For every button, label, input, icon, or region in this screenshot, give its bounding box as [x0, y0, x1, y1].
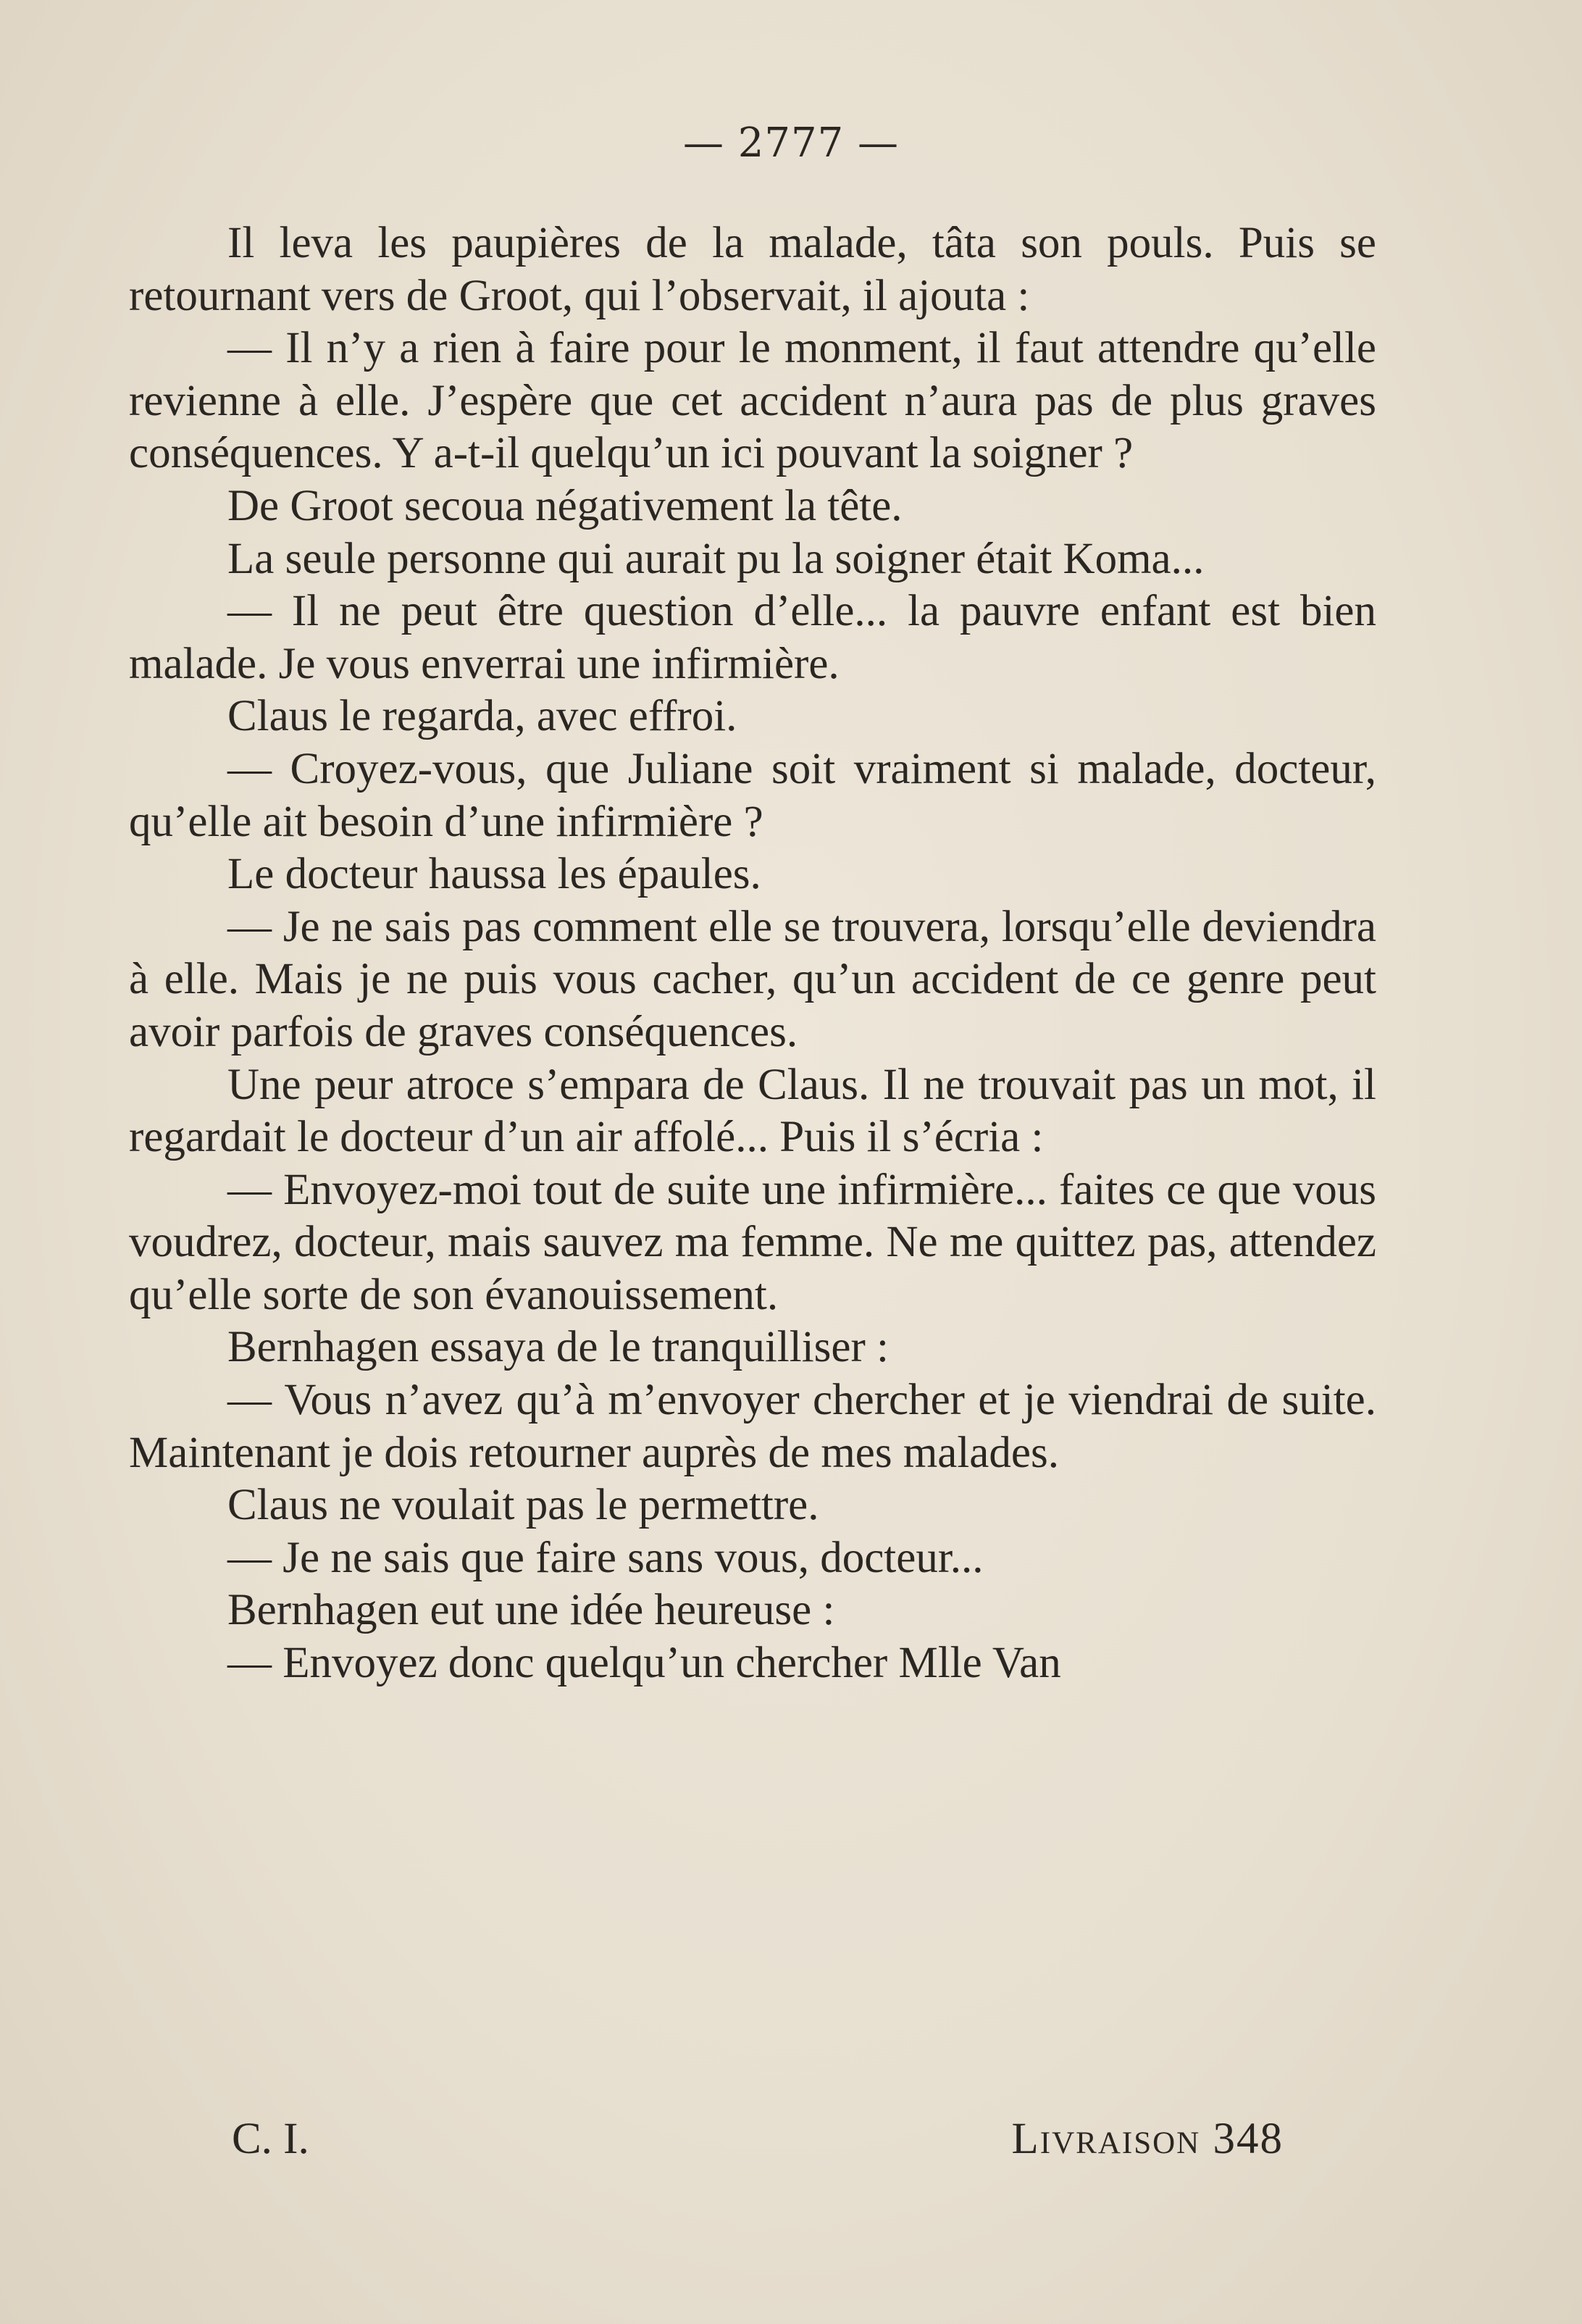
page-body	[129, 217, 1376, 1690]
paragraph: Bernhagen essaya de le tranquilliser :	[227, 1323, 889, 1372]
paragraph: Bernhagen eut une idée heureuse :	[227, 1586, 835, 1635]
paragraph: — Il ne peut être question d’elle... la pauvre enfant est bien malade. Je vous enverrai une infirmière.	[129, 587, 1376, 688]
footer-signature: C. I.	[232, 2115, 309, 2163]
paragraph: Il leva les paupières de la malade, tâta son pouls. Puis se retournant vers de Groot, qui l’observait, il ajouta :	[129, 219, 1376, 320]
page-number: — 2777 —	[682, 120, 900, 167]
paragraph: De Groot secoua négativement la tête.	[227, 481, 903, 530]
paragraph: — Je ne sais que faire sans vous, docteur...	[227, 1533, 984, 1582]
paragraph: — Envoyez-moi tout de suite une infirmière... faites ce que vous voudrez, docteur, mais sauvez ma femme. Ne me quittez pas, attendez qu’elle sorte de son évanouissement.	[129, 1165, 1376, 1319]
paragraph: La seule personne qui aurait pu la soigner était Koma...	[227, 534, 1205, 583]
paragraph: Claus le regarda, avec effroi.	[227, 692, 737, 741]
paragraph: — Croyez-vous, que Juliane soit vraiment si malade, docteur, qu’elle ait besoin d’une infirmière ?	[129, 744, 1376, 846]
page-footer	[232, 2114, 1284, 2165]
paragraph: Une peur atroce s’empara de Claus. Il ne trouvait pas un mot, il regardait le docteur d’un air affolé... Puis il s’écria :	[129, 1060, 1376, 1162]
paragraph: — Envoyez donc quelqu’un chercher Mlle Van	[227, 1639, 1061, 1688]
paragraph: — Je ne sais pas comment elle se trouvera, lorsqu’elle deviendra à elle. Mais je ne puis vous cacher, qu’un accident de ce genre peut avoir parfois de graves conséquences.	[129, 902, 1376, 1056]
paragraph: Claus ne voulait pas le permettre.	[227, 1481, 819, 1530]
paragraph: — Vous n’avez qu’à m’envoyer chercher et je viendrai de suite. Maintenant je dois retourner auprès de mes malades.	[129, 1376, 1376, 1477]
paragraph: — Il n’y a rien à faire pour le monment, il faut attendre qu’elle revienne à elle. J’espère que cet accident n’aura pas de plus graves conséquences. Y a-t-il quelqu’un ici pouvant la soigner ?	[129, 324, 1376, 478]
paragraph: Le docteur haussa les épaules.	[227, 850, 761, 899]
footer-livraison: Livraison 348	[1011, 2115, 1284, 2163]
